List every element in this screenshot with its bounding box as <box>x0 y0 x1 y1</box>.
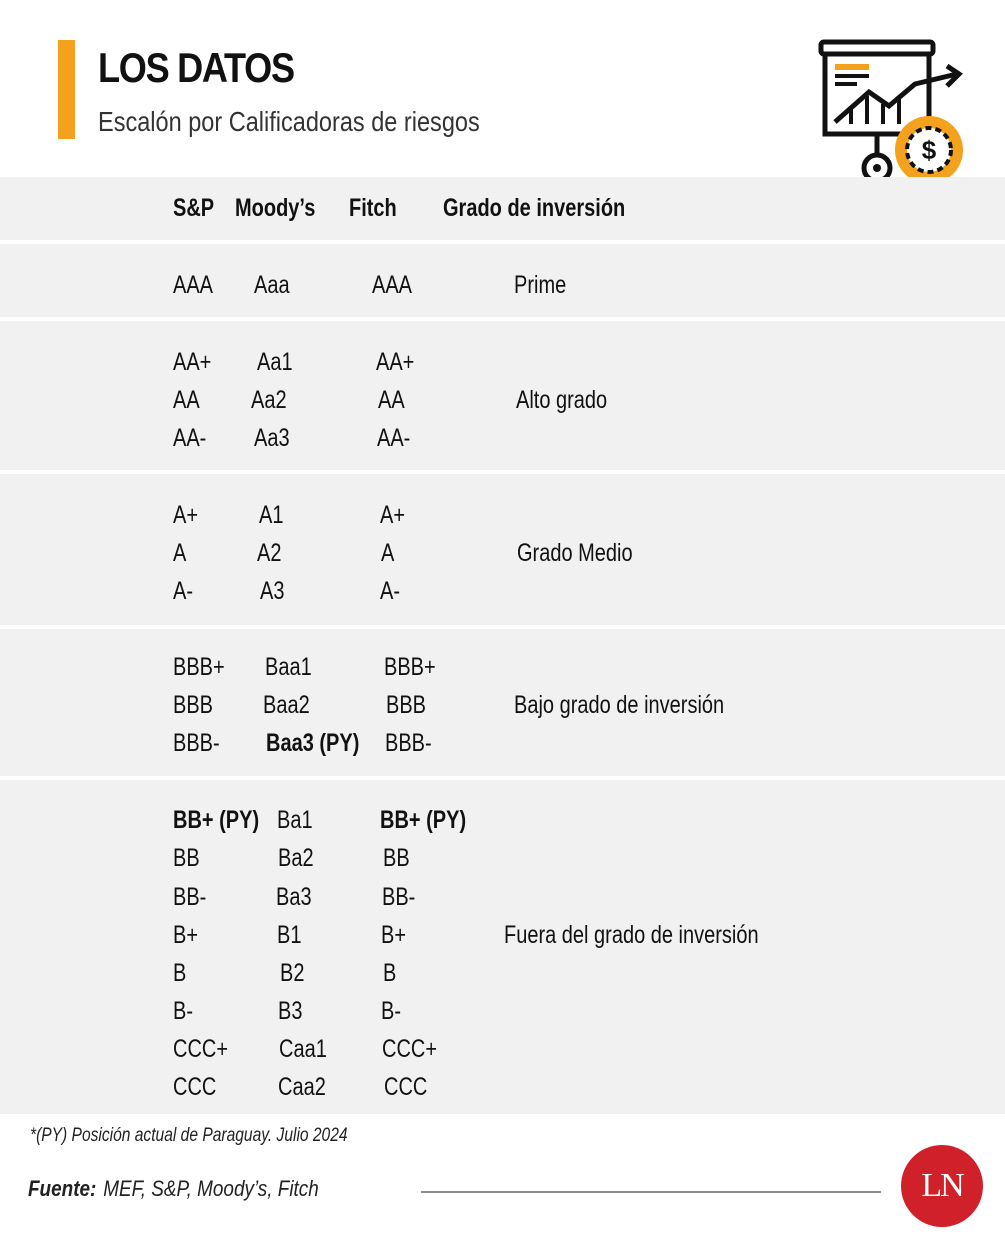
sp-rating: BB <box>173 844 200 872</box>
moodys-rating: A1 <box>259 501 284 529</box>
moodys-rating: Caa2 <box>278 1073 326 1101</box>
fitch-rating-highlight: BB+ (PY) <box>380 806 467 834</box>
moodys-rating: Caa1 <box>279 1035 327 1063</box>
fitch-rating: AA+ <box>376 348 415 376</box>
page-title: LOS DATOS <box>98 44 294 91</box>
row-divider <box>0 240 1005 244</box>
fitch-rating: AA- <box>377 424 411 452</box>
moodys-rating: Baa1 <box>265 653 312 681</box>
column-header-moodys: Moody’s <box>235 194 316 222</box>
fitch-rating: CCC+ <box>382 1035 438 1063</box>
source-divider <box>421 1191 881 1193</box>
moodys-rating: Baa2 <box>263 691 310 719</box>
fitch-rating: AAA <box>372 271 413 299</box>
sp-rating: BBB- <box>173 729 220 757</box>
fitch-rating: BBB <box>386 691 427 719</box>
presentation-chart-dollar-icon <box>815 38 967 188</box>
row-divider <box>0 625 1005 629</box>
column-header-sp: S&P <box>173 194 215 222</box>
page-subtitle: Escalón por Calificadoras de riesgos <box>98 106 480 137</box>
fitch-rating: BBB- <box>385 729 432 757</box>
sp-rating: BB- <box>173 883 207 911</box>
moodys-rating: Aa2 <box>251 386 287 414</box>
grade-label: Bajo grado de inversión <box>514 691 725 719</box>
moodys-rating: Ba1 <box>277 806 313 834</box>
svg-text:$: $ <box>921 135 937 165</box>
fitch-rating: B+ <box>381 921 407 949</box>
moodys-rating: Aa1 <box>257 348 293 376</box>
grade-label: Prime <box>514 271 567 299</box>
column-header-fitch: Fitch <box>349 194 397 222</box>
source-credit <box>28 1176 319 1202</box>
publisher-logo <box>901 1145 983 1227</box>
column-header-grade: Grado de inversión <box>443 194 626 222</box>
fitch-rating: CCC <box>384 1073 428 1101</box>
sp-rating: AA+ <box>173 348 212 376</box>
grade-label: Alto grado <box>516 386 608 414</box>
source-text: MEF, S&P, Moody’s, Fitch <box>103 1176 319 1201</box>
sp-rating: AAA <box>173 271 214 299</box>
sp-rating: A+ <box>173 501 199 529</box>
sp-rating: BBB <box>173 691 214 719</box>
logo-text: LN <box>921 1167 963 1204</box>
sp-rating-highlight: BB+ (PY) <box>173 806 260 834</box>
moodys-rating: A3 <box>260 577 285 605</box>
fitch-rating: A- <box>380 577 400 605</box>
sp-rating: AA <box>173 386 200 414</box>
grade-label: Grado Medio <box>517 539 633 567</box>
sp-rating: CCC <box>173 1073 217 1101</box>
row-divider <box>0 776 1005 780</box>
sp-rating: BBB+ <box>173 653 225 681</box>
moodys-rating: B2 <box>280 959 305 987</box>
sp-rating: AA- <box>173 424 207 452</box>
sp-rating: CCC+ <box>173 1035 229 1063</box>
accent-bar <box>58 40 75 139</box>
moodys-rating-highlight: Baa3 (PY) <box>266 729 360 757</box>
moodys-rating: Ba3 <box>276 883 312 911</box>
moodys-rating: Aa3 <box>254 424 290 452</box>
moodys-rating: Aaa <box>254 271 290 299</box>
footnote: *(PY) Posición actual de Paraguay. Julio 2024 <box>30 1125 348 1146</box>
sp-rating: B <box>173 959 187 987</box>
fitch-rating: AA <box>378 386 405 414</box>
grade-label: Fuera del grado de inversión <box>504 921 759 949</box>
source-label: Fuente: <box>28 1176 97 1201</box>
moodys-rating: Ba2 <box>278 844 314 872</box>
moodys-rating: B3 <box>278 997 303 1025</box>
moodys-rating: B1 <box>277 921 302 949</box>
sp-rating: B+ <box>173 921 199 949</box>
sp-rating: A- <box>173 577 193 605</box>
fitch-rating: BB <box>383 844 410 872</box>
fitch-rating: BBB+ <box>384 653 436 681</box>
moodys-rating: A2 <box>257 539 282 567</box>
fitch-rating: BB- <box>382 883 416 911</box>
fitch-rating: B <box>383 959 397 987</box>
fitch-rating: B- <box>381 997 401 1025</box>
fitch-rating: A+ <box>380 501 406 529</box>
row-divider <box>0 317 1005 321</box>
fitch-rating: A <box>381 539 395 567</box>
sp-rating: B- <box>173 997 193 1025</box>
sp-rating: A <box>173 539 187 567</box>
row-divider <box>0 470 1005 474</box>
